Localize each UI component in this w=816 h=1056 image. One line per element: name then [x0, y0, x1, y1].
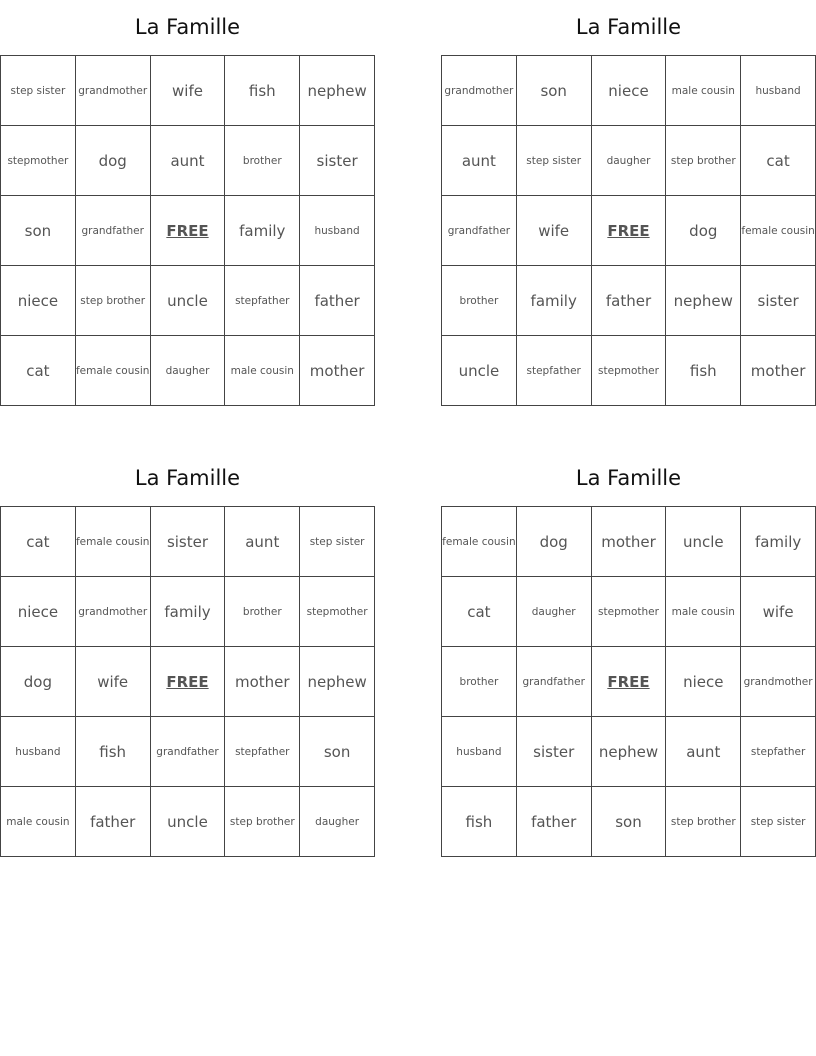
bingo-card-3	[0, 451, 375, 857]
card-title: La Famille	[134, 466, 241, 490]
bingo-cell: fish	[442, 787, 517, 857]
card-title: La Famille	[575, 15, 682, 39]
bingo-cell: male cousin	[225, 336, 300, 406]
bingo-cell: stepfather	[225, 266, 300, 336]
bingo-cell: stepmother	[300, 577, 375, 647]
free-space-cell: FREE	[592, 647, 667, 717]
bingo-cell: aunt	[442, 126, 517, 196]
bingo-cell: female cousin	[442, 507, 517, 577]
bingo-cell: nephew	[300, 56, 375, 126]
bingo-cell: niece	[666, 647, 741, 717]
bingo-cell: stepfather	[225, 717, 300, 787]
bingo-cell: step brother	[666, 126, 741, 196]
bingo-cell: son	[1, 196, 76, 266]
bingo-cell: aunt	[151, 126, 226, 196]
bingo-cell: niece	[1, 266, 76, 336]
bingo-cell: grandmother	[76, 577, 151, 647]
bingo-cell: step sister	[1, 56, 76, 126]
bingo-cell: brother	[225, 577, 300, 647]
bingo-cell: husband	[442, 717, 517, 787]
bingo-cell: daugher	[592, 126, 667, 196]
bingo-cell: grandmother	[442, 56, 517, 126]
bingo-cell: aunt	[225, 507, 300, 577]
bingo-cell: grandfather	[517, 647, 592, 717]
bingo-cell: brother	[225, 126, 300, 196]
bingo-cell: sister	[741, 266, 816, 336]
bingo-cell: step brother	[666, 787, 741, 857]
bingo-cell: son	[592, 787, 667, 857]
free-space-cell: FREE	[151, 647, 226, 717]
card-title: La Famille	[575, 466, 682, 490]
bingo-cell: father	[592, 266, 667, 336]
bingo-cell: sister	[300, 126, 375, 196]
bingo-cell: uncle	[666, 507, 741, 577]
bingo-cell: wife	[741, 577, 816, 647]
bingo-cell: niece	[1, 577, 76, 647]
bingo-cell: husband	[300, 196, 375, 266]
bingo-cell: step sister	[741, 787, 816, 857]
bingo-cell: female cousin	[76, 507, 151, 577]
bingo-cell: dog	[666, 196, 741, 266]
bingo-cell: fish	[76, 717, 151, 787]
bingo-cell: male cousin	[666, 577, 741, 647]
bingo-cell: fish	[225, 56, 300, 126]
bingo-cell: son	[517, 56, 592, 126]
bingo-cell: family	[517, 266, 592, 336]
bingo-cell: wife	[151, 56, 226, 126]
bingo-cell: grandmother	[76, 56, 151, 126]
bingo-cell: nephew	[666, 266, 741, 336]
bingo-cell: husband	[741, 56, 816, 126]
bingo-cell: female cousin	[741, 196, 816, 266]
bingo-cell: dog	[517, 507, 592, 577]
card-title: La Famille	[134, 15, 241, 39]
bingo-cell: cat	[1, 507, 76, 577]
bingo-grid	[0, 55, 375, 406]
bingo-cell: stepfather	[517, 336, 592, 406]
bingo-cell: uncle	[442, 336, 517, 406]
bingo-cell: wife	[517, 196, 592, 266]
bingo-cell: male cousin	[1, 787, 76, 857]
bingo-card-2	[441, 0, 816, 406]
bingo-cell: niece	[592, 56, 667, 126]
bingo-cell: mother	[592, 507, 667, 577]
bingo-cell: step sister	[517, 126, 592, 196]
bingo-cell: nephew	[592, 717, 667, 787]
bingo-cell: mother	[225, 647, 300, 717]
bingo-cell: step brother	[76, 266, 151, 336]
bingo-cell: sister	[151, 507, 226, 577]
bingo-cell: family	[741, 507, 816, 577]
bingo-grid	[441, 55, 816, 406]
bingo-cell: cat	[741, 126, 816, 196]
bingo-cell: nephew	[300, 647, 375, 717]
bingo-cell: father	[300, 266, 375, 336]
bingo-cell: grandfather	[76, 196, 151, 266]
bingo-cell: male cousin	[666, 56, 741, 126]
bingo-cell: cat	[442, 577, 517, 647]
bingo-cell: son	[300, 717, 375, 787]
bingo-cell: mother	[300, 336, 375, 406]
bingo-cell: grandmother	[741, 647, 816, 717]
bingo-cell: uncle	[151, 787, 226, 857]
bingo-cell: sister	[517, 717, 592, 787]
bingo-cell: daugher	[517, 577, 592, 647]
bingo-cell: wife	[76, 647, 151, 717]
bingo-cell: grandfather	[151, 717, 226, 787]
bingo-cell: father	[76, 787, 151, 857]
bingo-cell: step sister	[300, 507, 375, 577]
bingo-cell: father	[517, 787, 592, 857]
bingo-cell: step brother	[225, 787, 300, 857]
bingo-cell: brother	[442, 266, 517, 336]
free-space-cell: FREE	[592, 196, 667, 266]
bingo-cell: dog	[76, 126, 151, 196]
bingo-cell: daugher	[151, 336, 226, 406]
bingo-cell: family	[225, 196, 300, 266]
bingo-cell: female cousin	[76, 336, 151, 406]
bingo-cell: daugher	[300, 787, 375, 857]
bingo-cell: brother	[442, 647, 517, 717]
bingo-card-4	[441, 451, 816, 857]
free-space-cell: FREE	[151, 196, 226, 266]
bingo-cell: cat	[1, 336, 76, 406]
bingo-grid	[441, 506, 816, 857]
bingo-cell: husband	[1, 717, 76, 787]
bingo-cell: stepmother	[1, 126, 76, 196]
bingo-cell: mother	[741, 336, 816, 406]
bingo-cell: stepfather	[741, 717, 816, 787]
bingo-grid	[0, 506, 375, 857]
bingo-cell: fish	[666, 336, 741, 406]
bingo-cell: uncle	[151, 266, 226, 336]
bingo-card-1	[0, 0, 375, 406]
bingo-cell: grandfather	[442, 196, 517, 266]
bingo-cell: stepmother	[592, 577, 667, 647]
bingo-cell: aunt	[666, 717, 741, 787]
bingo-cell: family	[151, 577, 226, 647]
bingo-cell: stepmother	[592, 336, 667, 406]
bingo-cell: dog	[1, 647, 76, 717]
